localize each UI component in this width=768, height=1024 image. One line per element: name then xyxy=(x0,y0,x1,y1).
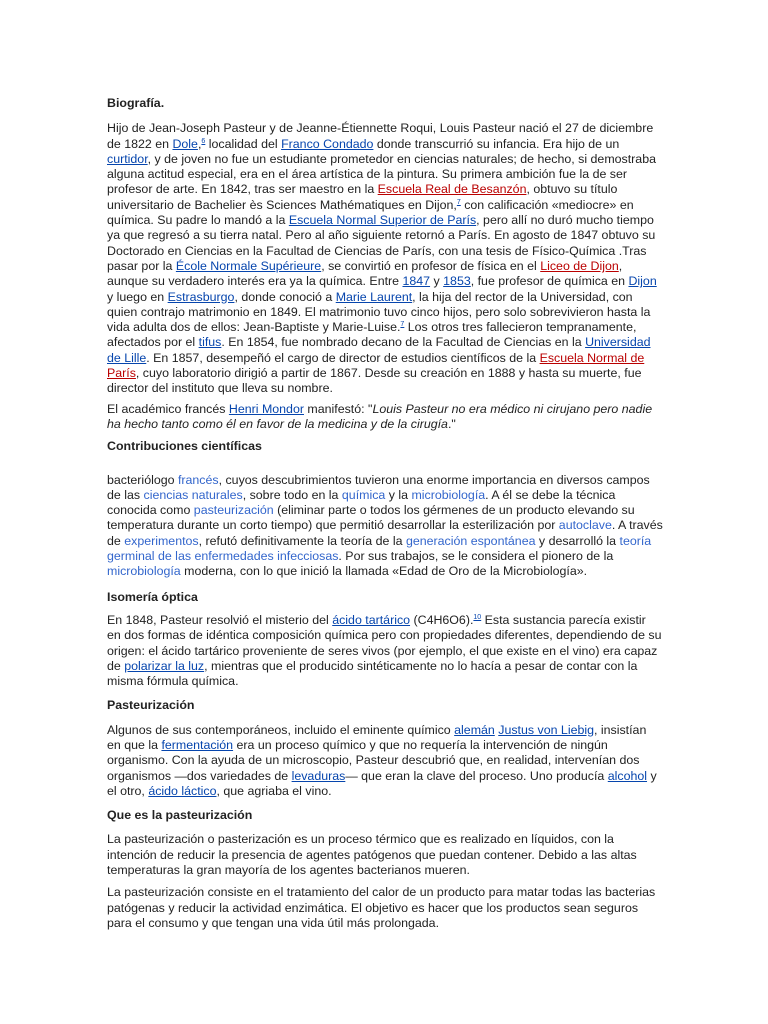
text: y desarrolló la xyxy=(535,533,620,548)
text: Hijo de Jean-Joseph Pasteur y de Jeanne-Étiennette Roqui, Louis Pasteur nació el 27 de diciembre de 1822 en xyxy=(107,121,654,151)
heading-contribuciones: Contribuciones científicas xyxy=(107,439,262,454)
text: moderna, con lo que inició la llamada «Edad de Oro de la Microbiología». xyxy=(180,564,588,579)
text: era un proceso químico y que no requería la intervención de ningún organismo. Con la ayuda de un microscopio, Pasteur descubrió que, en realidad, intervenían dos organismos —dos variedades de xyxy=(107,737,640,783)
link-marie-laurent[interactable]: Marie Laurent xyxy=(335,289,413,304)
text: Algunos de sus contemporáneos, incluido el eminente químico xyxy=(107,722,455,737)
link-escuela-normal-superior[interactable]: Escuela Normal Superior de París xyxy=(288,213,477,228)
link-quimica[interactable]: química xyxy=(341,487,386,502)
document-body xyxy=(107,96,663,931)
text: y el otro, xyxy=(107,768,657,798)
text: localidad del xyxy=(205,136,282,151)
text: , y de joven no fue un estudiante prometedor en ciencias naturales; de hecho, si demostraba alguna actitud especial, era en el área artística de la pintura. Su primera ambición fue la de ser profesor de arte. En 1842, tras ser maestro en la xyxy=(107,151,656,197)
paragraph-que-es-2: La pasteurización consiste en el tratamiento del calor de un producto para matar todas las bacterias patógenas y reducir la actividad enzimática. El objetivo es hacer que los productos sean seguros para el consumo y que tengan una vida útil más prolongada. xyxy=(107,885,656,930)
text: , refutó definitivamente la teoría de la xyxy=(198,533,406,548)
paragraph-que-es-1: La pasteurización o pasterización es un proceso térmico que es realizado en líquidos, con la intención de reducir la presencia de agentes patógenos que puedan contener. Debido a las altas temperaturas la gran mayoría de los agentes bacterianos mueren. xyxy=(107,832,637,878)
link-universidad-lille[interactable]: Universidad de Lille xyxy=(107,335,651,365)
text: , se convirtió en profesor de física en el xyxy=(321,258,541,273)
link-liceo-dijon[interactable]: Liceo de Dijon xyxy=(540,258,619,273)
text: El académico francés xyxy=(107,401,229,416)
footnote-ref[interactable]: 6 xyxy=(201,137,206,145)
link-estrasburgo[interactable]: Estrasburgo xyxy=(167,289,235,304)
text: . En 1857, desempeñó el cargo de director de estudios científicos de la xyxy=(146,350,540,365)
link-microbiologia[interactable]: microbiología xyxy=(411,487,486,502)
link-curtidor[interactable]: curtidor xyxy=(107,151,148,166)
text: (C4H6O6). xyxy=(410,612,474,627)
paragraph-pasteurizacion xyxy=(107,723,663,799)
link-levaduras[interactable]: levaduras xyxy=(291,768,346,783)
footnote-ref[interactable]: 7 xyxy=(456,198,461,206)
link-polarizar-luz[interactable]: polarizar la luz xyxy=(124,658,205,673)
text: bacteriólogo xyxy=(107,472,178,487)
text: , fue profesor de química en xyxy=(470,274,629,289)
link-acido-tartarico[interactable]: ácido tartárico xyxy=(332,612,411,627)
link-microbiologia-2[interactable]: microbiología xyxy=(107,564,181,579)
text: y luego en xyxy=(107,289,168,304)
text: manifestó: " xyxy=(303,401,373,416)
text: y xyxy=(430,274,444,289)
text: , cuyo laboratorio dirigió a partir de 1867. Desde su creación en 1888 y hasta su muerte, fue director del instituto que lleva su nombre. xyxy=(107,366,642,396)
text: , mientras que el producido sintéticamente no lo hacía a pesar de contar con la misma fórmula química. xyxy=(107,658,638,689)
link-experimentos[interactable]: experimentos xyxy=(124,533,199,548)
text: . Por sus trabajos, se le considera el pionero de la xyxy=(338,549,614,564)
link-escuela-real-besanzon[interactable]: Escuela Real de Besanzón xyxy=(377,182,527,197)
footnote-ref[interactable]: 7 xyxy=(400,321,405,329)
text: . En 1854, fue nombrado decano de la Facultad de Ciencias en la xyxy=(221,335,586,350)
paragraph-isomeria xyxy=(107,613,663,689)
link-fermentacion[interactable]: fermentación xyxy=(161,737,234,752)
link-ciencias-naturales[interactable]: ciencias naturales xyxy=(143,487,243,502)
heading-biografia: Biografía. xyxy=(107,96,165,110)
quote: Louis Pasteur no era médico ni cirujano pero nadie ha hecho tanto como él en favor de la medicina y de la cirugía xyxy=(107,401,653,431)
link-1847[interactable]: 1847 xyxy=(402,274,431,289)
link-escuela-normal-paris[interactable]: Escuela Normal de París xyxy=(107,350,645,381)
text: , sobre todo en la xyxy=(242,487,342,502)
text: donde transcurrió su infancia. Era hijo de un xyxy=(373,136,620,151)
text: Esta sustancia parecía existir en dos formas de idéntica composición química pero con propiedades diferentes, dependiendo de su origen: el ácido tartárico proveniente de seres vivos (por ejemplo, el que existe en el vino) era capaz de xyxy=(107,612,662,673)
paragraph-contribuciones xyxy=(107,473,663,580)
text: . A través de xyxy=(107,518,663,548)
text: , la hija del rector de la Universidad, con quien contrajo matrimonio en 1849. El matrimonio tuvo cinco hijos, pero solo sobrevivieron hasta la vida adulta dos de ellos: Jean-Baptiste y Marie-Luise. xyxy=(107,289,651,335)
text: , obtuvo su título universitario de Bachelier ès Sciences Mathématiques en Dijon, xyxy=(107,182,618,212)
text: , pero allí no duró mucho tiempo ya que regresó a su tierra natal. Pero al año siguiente retornó a París. En agosto de 1847 obtuvo su Doctorado en Ciencias en la Facultad de Ciencias de París, con una tesis de Físico-Química .Tras pasar por la xyxy=(107,213,656,273)
text: , que agriaba el vino. xyxy=(216,783,332,798)
heading-pasteurizacion: Pasteurización xyxy=(107,698,195,713)
link-frances[interactable]: francés xyxy=(177,472,219,487)
text: y la xyxy=(385,487,412,502)
link-dijon[interactable]: Dijon xyxy=(628,274,657,289)
heading-isomeria: Isomería óptica xyxy=(107,589,198,604)
text: , cuyos descubrimientos tuvieron una enorme importancia en diversos campos de las xyxy=(107,472,650,502)
text: Los otros tres fallecieron tempranamente, afectados por el xyxy=(107,320,637,350)
text: — que eran la clave del proceso. Uno producía xyxy=(345,768,608,783)
link-generacion-espontanea[interactable]: generación espontánea xyxy=(405,533,536,548)
link-1853[interactable]: 1853 xyxy=(443,274,471,289)
link-aleman[interactable]: alemán xyxy=(454,722,495,737)
link-alcohol[interactable]: alcohol xyxy=(607,768,648,783)
text: con calificación «mediocre» en química. Su padre lo mandó a la xyxy=(107,197,634,228)
link-ecole-normale[interactable]: École Normale Supérieure xyxy=(175,258,322,273)
link-franco-condado[interactable]: Franco Condado xyxy=(281,136,374,151)
text: . A él se debe la técnica conocida como xyxy=(107,487,616,518)
footnote-ref[interactable]: 10 xyxy=(473,613,482,621)
text: , aunque su verdadero interés era ya la química. Entre xyxy=(107,258,623,289)
link-teoria-germinal[interactable]: teoría germinal de las enfermedades infecciosas xyxy=(107,533,652,564)
paragraph-biografia-1: Hijo de Jean-Joseph Pasteur y de Jeanne-Étiennette Roqui, Louis Pasteur nació el 27 de diciembre de 1822 en Dole,$^6$ localidad del Franco Condado donde transcurrió su infancia. Era hijo de un curtidor, y de joven no fue un estudiante prometedor en ciencias naturales; de hecho, si demostraba alguna actitud especial, era en el área artística de la pintura. Su primera ambición fue la de ser profesor de arte. En 1842, tras ser maestro en la Escuela Real de Besanzón, obtuvo su título universitario de Bachelier ès Sciences Mathématiques en Dijon,$^7$ con calificación «mediocre» en química. Su padre lo mandó a la Escuela Normal Superior de París, pero allí no duró mucho tiempo ya que regresó a su tierra natal. Pero al año siguiente retornó a París. En agosto de 1847 obtuvo su Doctorado en Ciencias en la Facultad de Ciencias de París, con una tesis de Físico-Química .Tras pasar por la École Normale Supérieure, se convirtió en profesor de física en el Liceo de Dijon, aunque su verdadero interés era ya la química. Entre 1847 y 1853, fue profesor de química en Dijon y luego en Estrasburgo, donde conoció a Marie Laurent, la hija del rector de la Universidad, con quien contrajo matrimonio en 1849. El matrimonio tuvo cinco hijos, pero solo sobrevivieron hasta la vida adulta dos de ellos: Jean-Baptiste y Marie-Luise.$^7$ Los otros tres fallecieron tempranamente, afectados por el tifus. En 1854, fue nombrado decano de la Facultad de Ciencias en la Universidad de Lille. En 1857, desempeñó el cargo de director de estudios científicos de la Escuela Normal de París, cuyo laboratorio dirigió a partir de 1867. Desde su creación en 1888 y hasta su muerte, fue director del instituto que lleva su nombre. xyxy=(107,121,657,396)
heading-que-es-pasteurizacion: Que es la pasteurización xyxy=(107,808,253,823)
paragraph-biografia-2 xyxy=(107,402,663,433)
text: ." xyxy=(447,416,456,431)
link-tifus[interactable]: tifus xyxy=(198,335,222,350)
text: En 1848, Pasteur resolvió el misterio del xyxy=(107,612,333,627)
link-acido-lactico[interactable]: ácido láctico xyxy=(148,783,217,798)
link-autoclave[interactable]: autoclave xyxy=(558,518,612,533)
link-justus-von-liebig[interactable]: Justus von Liebig xyxy=(498,722,594,737)
link-henri-mondor[interactable]: Henri Mondor xyxy=(228,401,304,416)
link-pasteurizacion[interactable]: pasteurización xyxy=(193,503,274,518)
link-dole[interactable]: Dole xyxy=(172,136,198,151)
text: (eliminar parte o todos los gérmenes de un producto elevando su temperatura durante un corto tiempo) que permitió desarrollar la esterilización por xyxy=(107,503,635,533)
text: , donde conoció a xyxy=(234,289,336,304)
text: , insistían en que la xyxy=(107,722,647,752)
